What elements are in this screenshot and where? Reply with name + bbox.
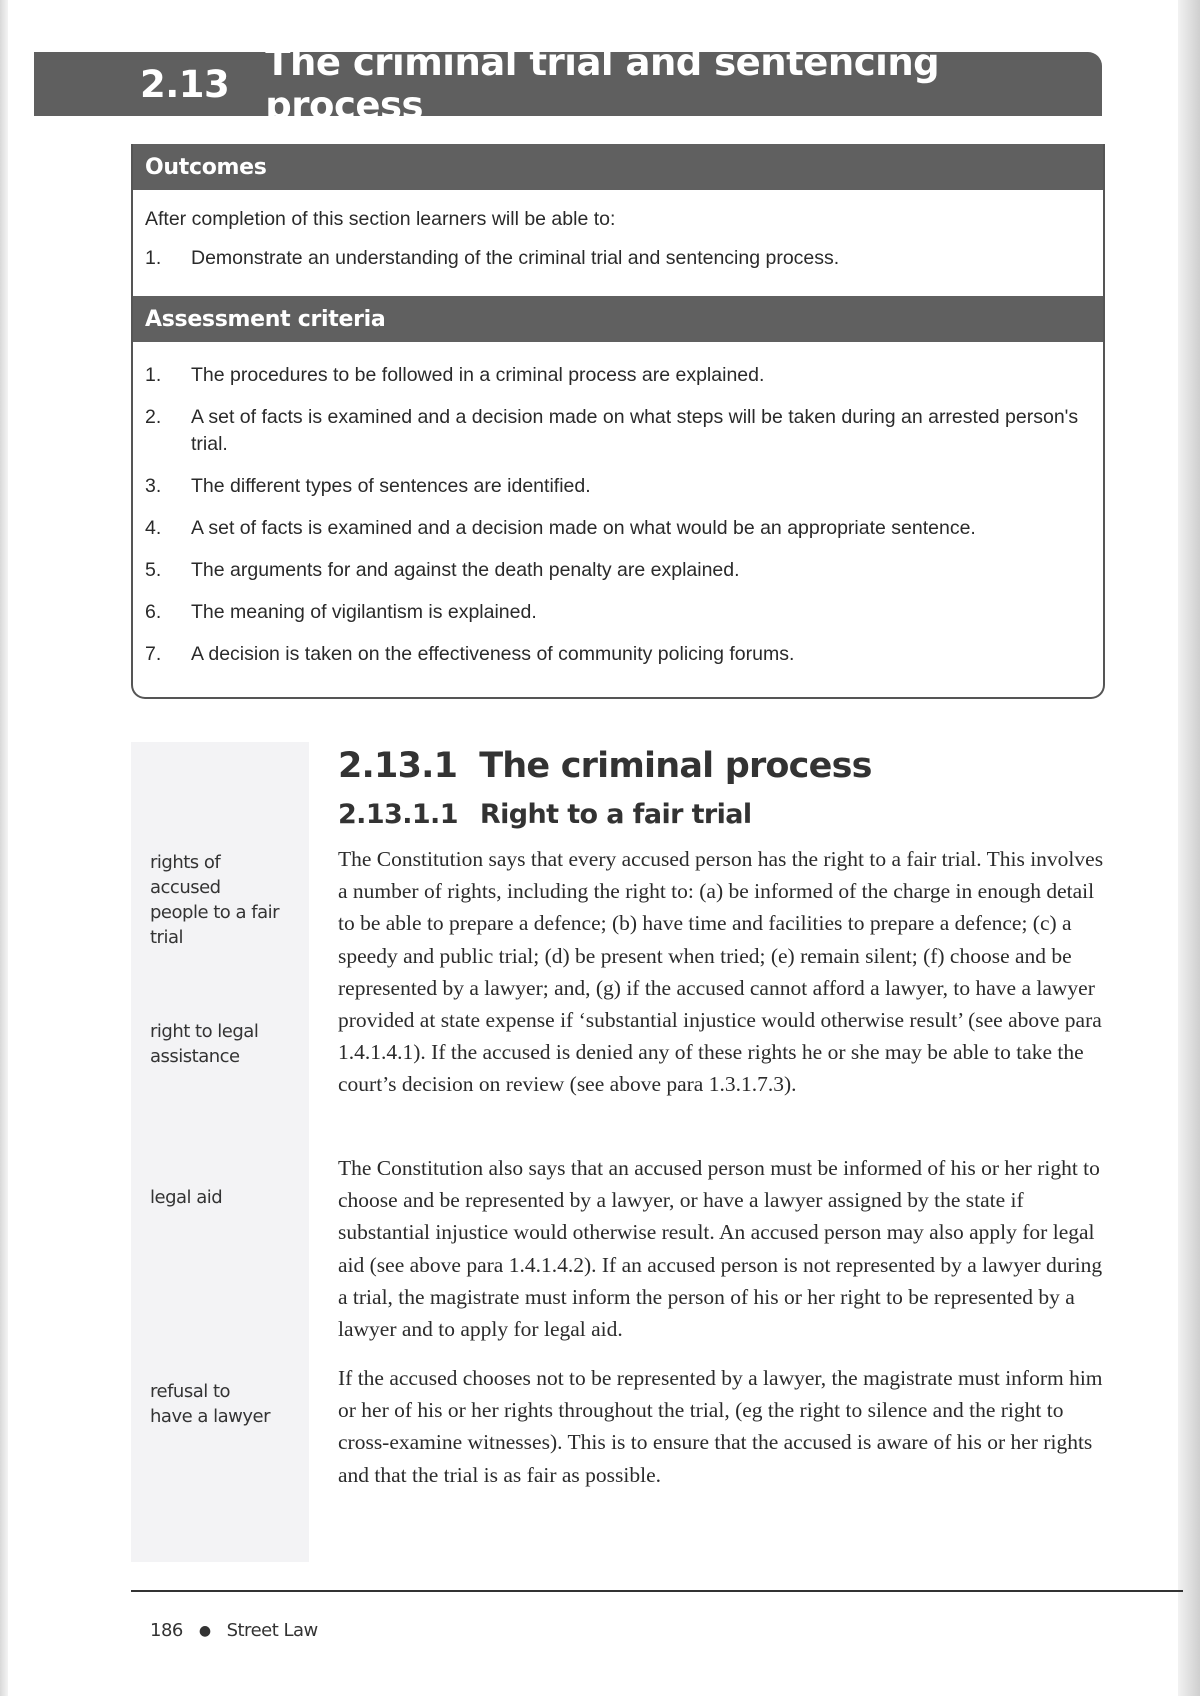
- bullet-separator: ●: [198, 1622, 211, 1639]
- margin-note-legal-aid: legal aid: [150, 1187, 223, 1208]
- section-title-bar: [34, 41, 1102, 127]
- page-edge-right: [1178, 0, 1200, 1696]
- footer-rule: [131, 1590, 1183, 1592]
- subsubsection-title: Right to a fair trial: [479, 799, 752, 830]
- outcome-item-text: Demonstrate an understanding of the criminal trial and sentencing process.: [191, 247, 840, 269]
- criteria-item: [145, 515, 1091, 542]
- criteria-item-number: 4.: [145, 517, 162, 539]
- criteria-item-number: 5.: [145, 559, 162, 581]
- criteria-item-text: The different types of sentences are identified.: [191, 475, 591, 497]
- body-paragraph: The Constitution says that every accused person has the right to a fair trial. This involves a number of rights, including the right to: (a) be informed of the charge in enough detail to be able to prepare a defence; (b) have time and facilities to prepare a defence; (c) a speedy and public trial; (d) be present when tried; (e) remain silent; (f) choose and be represented by a lawyer; and, (g) if the accused cannot afford a lawyer, to have a lawyer provided at state expense if ‘substantial injustice would otherwise result’ (see above para 1.4.1.4.1). If the accused is denied any of these rights he or she may be able to take the court’s decision on review (see above para 1.3.1.7.3).: [338, 847, 1104, 1097]
- page-number: 186: [150, 1620, 183, 1641]
- criteria-item-number: 3.: [145, 475, 162, 497]
- outcomes-body: [133, 190, 1103, 296]
- criteria-item: [145, 599, 1091, 626]
- criteria-item: [145, 362, 1091, 389]
- criteria-item-text: A set of facts is examined and a decision made on what would be an appropriate sentence.: [191, 517, 976, 539]
- subsection-heading: [338, 746, 872, 786]
- section-number: 2.13: [140, 62, 230, 106]
- book-title: Street Law: [226, 1620, 318, 1641]
- outcomes-header: Outcomes: [133, 144, 1103, 190]
- criteria-item: [145, 404, 1091, 458]
- criteria-body: [133, 342, 1103, 693]
- outcomes-intro: After completion of this section learners will be able to:: [145, 208, 616, 230]
- criteria-item-text: The procedures to be followed in a criminal process are explained.: [191, 364, 765, 386]
- margin-note-refusal: refusal to have a lawyer: [150, 1381, 271, 1427]
- criteria-item-number: 1.: [145, 364, 162, 386]
- section-title: The criminal trial and sentencing process: [265, 41, 940, 127]
- criteria-header: Assessment criteria: [133, 296, 1103, 342]
- page-footer: [150, 1620, 318, 1641]
- criteria-item-text: A set of facts is examined and a decision made on what steps will be taken during an arrested person's trial.: [191, 406, 1079, 455]
- criteria-item-number: 2.: [145, 406, 162, 428]
- outcome-item: [145, 245, 1091, 272]
- criteria-item-number: 6.: [145, 601, 162, 623]
- outcome-item-number: 1.: [145, 247, 162, 269]
- subsubsection-number: 2.13.1.1: [338, 799, 458, 830]
- margin-note-rights: rights of accused people to a fair trial: [150, 852, 280, 948]
- body-paragraph: If the accused chooses not to be represented by a lawyer, the magistrate must inform him or her of his or her rights throughout the trial, (eg the right to silence and the right to cross-examine witnesses). This is to ensure that the accused is aware of his or her rights and that the trial is as fair as possible.: [338, 1366, 1103, 1487]
- subsection-number: 2.13.1: [338, 746, 458, 786]
- criteria-item: [145, 641, 1091, 668]
- margin-note-legal-assistance: right to legal assistance: [150, 1021, 259, 1067]
- criteria-item-number: 7.: [145, 643, 162, 665]
- subsection-title: The criminal process: [479, 746, 872, 786]
- criteria-item-text: The meaning of vigilantism is explained.: [191, 601, 537, 623]
- criteria-item-text: A decision is taken on the effectiveness of community policing forums.: [191, 643, 795, 665]
- subsubsection-heading: [338, 799, 752, 830]
- outcomes-box: [131, 144, 1105, 699]
- body-paragraph: The Constitution also says that an accused person must be informed of his or her right to choose and be represented by a lawyer, or have a lawyer assigned by the state if substantial injustice would otherwise result. An accused person may also apply for legal aid (see above para 1.4.1.4.2). If an accused person is not represented by a lawyer during a trial, the magistrate must inform the person of his or her right to be represented by a lawyer and to apply for legal aid.: [338, 1156, 1103, 1342]
- criteria-item-text: The arguments for and against the death penalty are explained.: [191, 559, 740, 581]
- page-edge-left: [0, 0, 8, 1696]
- criteria-item: [145, 473, 1091, 500]
- criteria-item: [145, 557, 1091, 584]
